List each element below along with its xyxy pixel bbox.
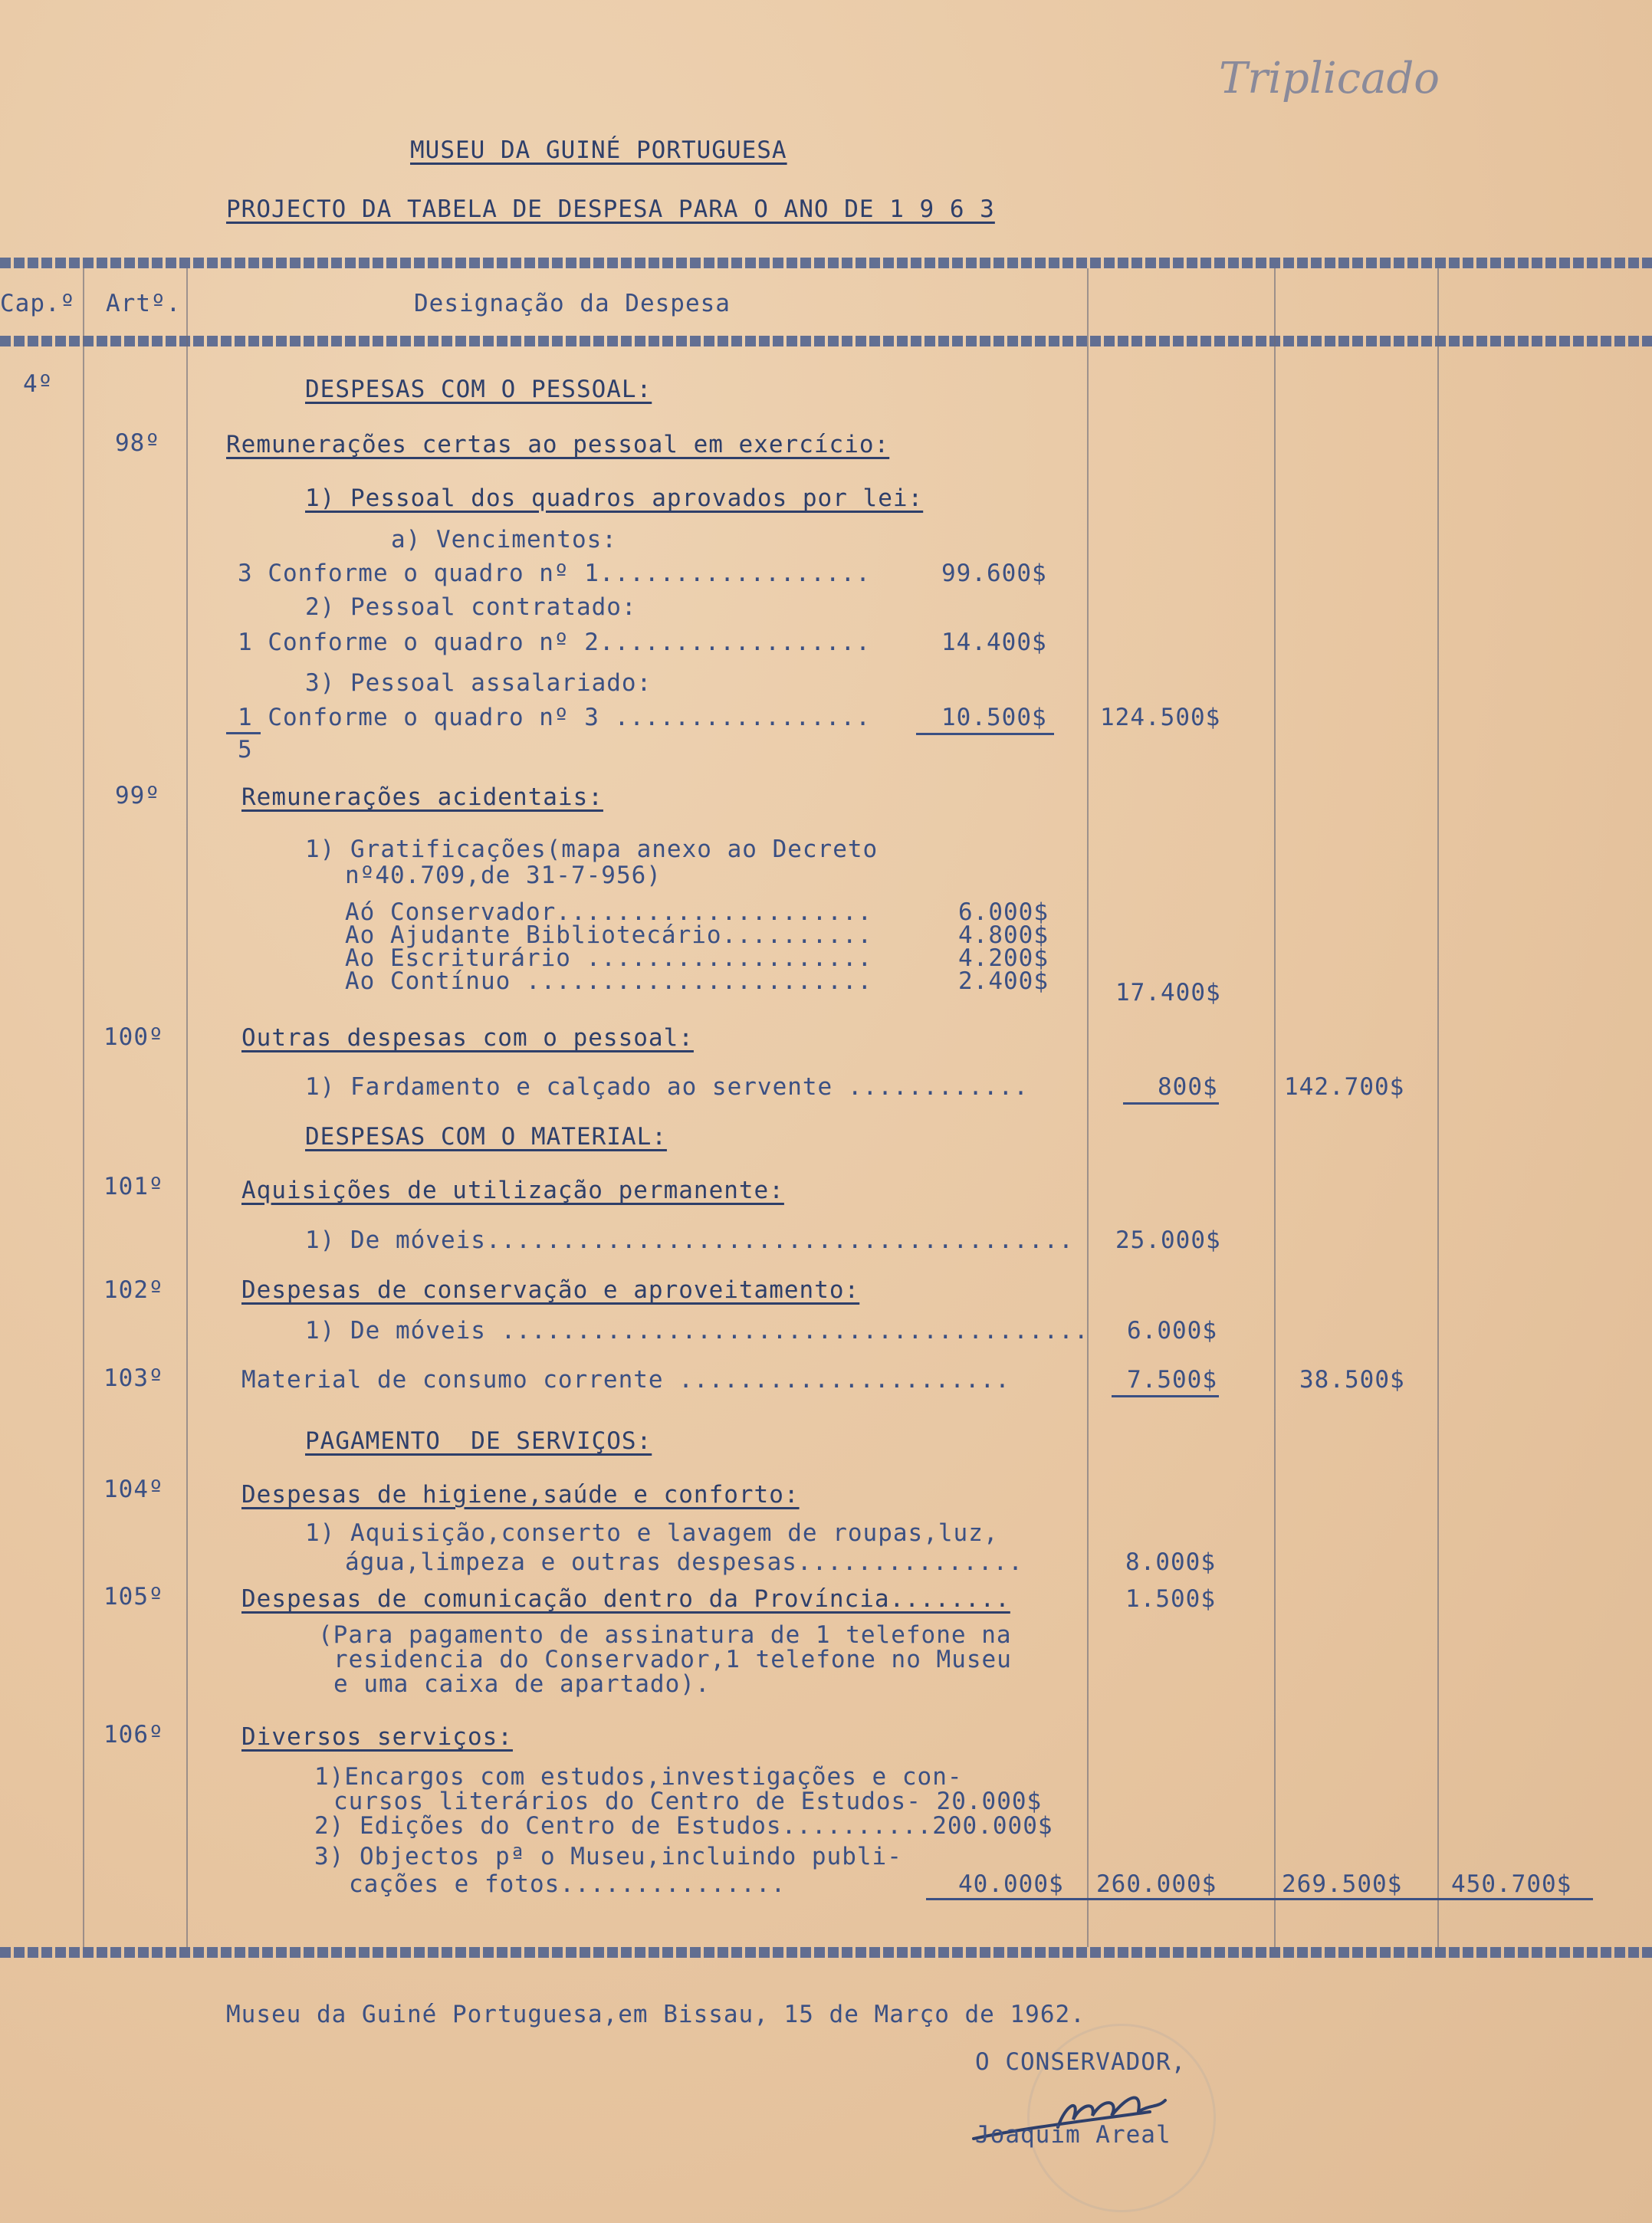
item-line: residencia do Conservador,1 telefone no Museu (333, 1646, 1012, 1673)
subsection-heading: Outras despesas com o pessoal: (241, 1024, 694, 1052)
amount-col3: 38.500$ (1299, 1366, 1405, 1394)
column-divider (1274, 268, 1276, 1947)
section-heading: PAGAMENTO DE SERVIÇOS: (305, 1427, 652, 1455)
amount-col1: 6.000$ (958, 898, 1049, 926)
amount-col3: 142.700$ (1284, 1073, 1405, 1101)
sum-underline (1123, 1102, 1219, 1105)
amount-col2: 124.500$ (1100, 704, 1221, 731)
item-line: 1 Conforme o quadro nº 3 ................. (238, 704, 871, 731)
amount-col1: 4.200$ (958, 944, 1049, 972)
item-line: 1) De móveis ....................................... (305, 1317, 1089, 1345)
item-line: 1) Fardamento e calçado ao servente ............ (305, 1073, 1029, 1101)
footer-role: O CONSERVADOR, (975, 2048, 1187, 2076)
item-line: Material de consumo corrente ...................... (241, 1366, 1010, 1394)
amount-col1: 2.400$ (958, 967, 1049, 995)
item-line: Aó Conservador..................... (345, 898, 873, 926)
item-line: 3) Objectos pª o Museu,incluindo publi- (314, 1843, 902, 1870)
item-line: Ao Contínuo ....................... (345, 967, 873, 995)
amount-col2: 1.500$ (1125, 1585, 1216, 1613)
header-bottom-rule (0, 336, 1652, 346)
section-heading: DESPESAS COM O MATERIAL: (305, 1123, 667, 1151)
item-line: 1)Encargos com estudos,investigações e con- (314, 1763, 963, 1791)
art-number: 99º (115, 782, 160, 809)
sum-underline (1112, 1395, 1219, 1397)
subsection-heading: Aquisições de utilização permanente: (241, 1177, 784, 1204)
subsection-heading: Remunerações acidentais: (241, 783, 603, 811)
item-line: 2) Edições do Centro de Estudos..........200.000$ (314, 1812, 1053, 1840)
column-divider (1437, 268, 1439, 1947)
amount-col1: 4.800$ (958, 921, 1049, 949)
item-line: Ao Escriturário ................... (345, 944, 873, 972)
header-art: Artº. (106, 290, 182, 317)
amount-col3: 269.500$ (1282, 1870, 1403, 1898)
art-number: 101º (103, 1173, 164, 1200)
item-line: 1) De móveis....................................... (305, 1226, 1074, 1254)
subsection-heading: Despesas de comunicação dentro da Província........ (241, 1585, 1010, 1613)
amount-col1: 40.000$ (958, 1870, 1064, 1898)
table-bottom-rule (0, 1947, 1652, 1958)
column-divider (1087, 268, 1089, 1947)
sum-underline (926, 1898, 1593, 1900)
subsection-heading: Despesas de conservação e aproveitamento: (241, 1276, 860, 1304)
amount-col1: 10.500$ (941, 704, 1047, 731)
item-line: 3 Conforme o quadro nº 1.................. (238, 560, 871, 587)
item-line: 3) Pessoal assalariado: (305, 669, 652, 697)
art-number: 98º (115, 429, 160, 457)
item-line: 1) Gratificações(mapa anexo ao Decreto (305, 836, 879, 863)
item-line: 1 Conforme o quadro nº 2.................. (238, 629, 871, 656)
item-line: Ao Ajudante Bibliotecário.......... (345, 921, 873, 949)
column-divider (83, 268, 84, 1947)
amount-col2: 8.000$ (1125, 1548, 1216, 1576)
header-cap: Cap.º (0, 290, 76, 317)
amount-col2: 17.400$ (1115, 979, 1221, 1006)
footer-name: Joaquim Areal (975, 2121, 1171, 2149)
header-top-rule (0, 258, 1652, 268)
art-number: 106º (103, 1721, 164, 1749)
art-number: 102º (103, 1276, 164, 1304)
item-line: cursos literários do Centro de Estudos- 20.000$ (333, 1788, 1043, 1815)
footer-place-date: Museu da Guiné Portuguesa,em Bissau, 15 de Março de 1962. (226, 2001, 1085, 2028)
amount-col2: 800$ (1158, 1073, 1218, 1101)
amount-col1: 14.400$ (941, 629, 1047, 656)
item-line: a) Vencimentos: (391, 526, 617, 553)
amount-col1: 99.600$ (941, 560, 1047, 587)
item-line: água,limpeza e outras despesas............... (345, 1548, 1023, 1576)
subsection-heading: Remunerações certas ao pessoal em exercício: (226, 431, 890, 458)
fraction-bar (226, 732, 261, 734)
amount-col2: 6.000$ (1127, 1317, 1217, 1345)
sum-underline (916, 733, 1054, 735)
item-line: cações e fotos............... (349, 1870, 787, 1898)
column-divider (186, 268, 188, 1947)
fraction-denominator: 5 (238, 736, 253, 763)
section-heading: DESPESAS COM O PESSOAL: (305, 376, 652, 403)
amount-col2: 260.000$ (1096, 1870, 1217, 1898)
document-subtitle: PROJECTO DA TABELA DE DESPESA PARA O ANO DE 1 9 6 3 (226, 195, 995, 223)
item-line: nº40.709,de 31-7-956) (345, 862, 662, 889)
art-number: 100º (103, 1023, 164, 1051)
art-number: 105º (103, 1583, 164, 1611)
amount-col2: 25.000$ (1115, 1226, 1221, 1254)
subsection-heading: Diversos serviços: (241, 1723, 513, 1751)
item-line: 2) Pessoal contratado: (305, 593, 637, 621)
amount-col4: 450.700$ (1451, 1870, 1572, 1898)
cap-number: 4º (23, 370, 54, 398)
item-line: 1) Aquisição,conserto e lavagem de roupas,luz, (305, 1519, 999, 1547)
subsection-heading: Despesas de higiene,saúde e conforto: (241, 1481, 800, 1509)
art-number: 103º (103, 1364, 164, 1392)
item-line: (Para pagamento de assinatura de 1 telefone na (318, 1621, 1012, 1649)
amount-col2: 7.500$ (1127, 1366, 1217, 1394)
handwritten-note: Triplicado (1219, 54, 1440, 103)
item-line: e uma caixa de apartado). (333, 1670, 711, 1698)
item-heading: 1) Pessoal dos quadros aprovados por lei: (305, 484, 924, 512)
header-designacao: Designação da Despesa (414, 290, 731, 317)
art-number: 104º (103, 1476, 164, 1503)
document-title: MUSEU DA GUINÉ PORTUGUESA (410, 136, 787, 164)
